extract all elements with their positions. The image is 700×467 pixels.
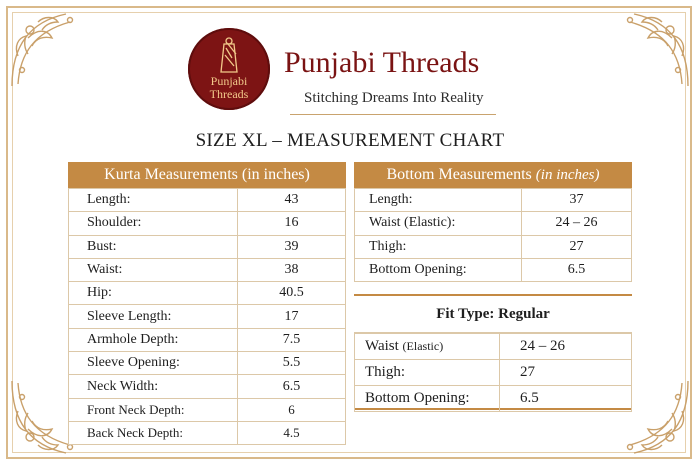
page-title: SIZE XL – MEASUREMENT CHART <box>195 130 505 151</box>
brand-logo <box>188 28 270 110</box>
row-value: 24 – 26 <box>500 334 632 360</box>
table-row <box>69 235 346 258</box>
table-row <box>69 189 346 212</box>
kurta-header: Kurta Measurements (in inches) <box>68 162 346 188</box>
row-label: Waist (Elastic): <box>355 212 522 235</box>
row-value: 7.5 <box>238 328 346 351</box>
row-value: 27 <box>500 360 632 386</box>
table-row <box>69 212 346 235</box>
table-row <box>355 334 632 360</box>
logo-text-line2: Threads <box>209 87 249 101</box>
row-label: Thigh: <box>355 360 500 386</box>
fit-title: Fit Type: Regular <box>354 296 632 333</box>
table-row <box>355 386 632 412</box>
row-value: 17 <box>238 305 346 328</box>
row-label-note: (Elastic) <box>402 339 444 353</box>
bottom-header <box>354 162 632 188</box>
brand-name: Punjabi Threads <box>284 46 480 79</box>
row-label: Length: <box>69 189 238 212</box>
row-label: Armhole Depth: <box>69 328 238 351</box>
dress-icon <box>188 28 270 78</box>
corner-ornament-icon <box>610 8 692 90</box>
row-value: 5.5 <box>238 352 346 375</box>
table-row <box>355 258 632 281</box>
row-label: Hip: <box>69 282 238 305</box>
bottom-table <box>354 188 632 282</box>
row-label: Bottom Opening: <box>355 386 500 412</box>
row-label: Sleeve Opening: <box>69 352 238 375</box>
row-value: 37 <box>522 189 632 212</box>
tagline-divider <box>290 114 496 115</box>
row-label: Shoulder: <box>69 212 238 235</box>
kurta-panel <box>68 162 346 445</box>
row-label: Front Neck Depth: <box>69 398 238 421</box>
row-label: Thigh: <box>355 235 522 258</box>
bottom-panel <box>354 162 632 282</box>
bottom-header-title: Bottom Measurements <box>386 166 532 183</box>
row-value: 6 <box>238 398 346 421</box>
row-value: 6.5 <box>500 386 632 412</box>
brand-tagline: Stitching Dreams Into Reality <box>304 90 484 106</box>
row-label: Neck Width: <box>69 375 238 398</box>
table-row <box>355 360 632 386</box>
row-label: Sleeve Length: <box>69 305 238 328</box>
row-label <box>355 334 500 360</box>
row-value: 4.5 <box>238 421 346 444</box>
row-label: Back Neck Depth: <box>69 421 238 444</box>
row-value: 27 <box>522 235 632 258</box>
bottom-header-unit: (in inches) <box>535 167 600 183</box>
row-value: 43 <box>238 189 346 212</box>
table-row <box>69 398 346 421</box>
table-row <box>69 352 346 375</box>
table-row <box>69 258 346 281</box>
table-row <box>355 189 632 212</box>
row-label-text: Waist <box>365 338 399 354</box>
row-label: Bottom Opening: <box>355 258 522 281</box>
row-value: 6.5 <box>238 375 346 398</box>
table-row <box>69 282 346 305</box>
row-value: 16 <box>238 212 346 235</box>
row-value: 38 <box>238 258 346 281</box>
logo-text-line1: Punjabi <box>210 74 248 88</box>
table-row <box>69 421 346 444</box>
fit-panel <box>354 294 632 410</box>
row-value: 40.5 <box>238 282 346 305</box>
row-label: Length: <box>355 189 522 212</box>
table-row <box>69 328 346 351</box>
row-value: 6.5 <box>522 258 632 281</box>
table-row <box>69 375 346 398</box>
table-row <box>355 212 632 235</box>
corner-ornament-icon <box>8 8 90 90</box>
kurta-table <box>68 188 346 445</box>
table-row <box>355 235 632 258</box>
fit-table <box>354 333 632 412</box>
row-value: 39 <box>238 235 346 258</box>
row-label: Bust: <box>69 235 238 258</box>
table-row <box>69 305 346 328</box>
row-value: 24 – 26 <box>522 212 632 235</box>
row-label: Waist: <box>69 258 238 281</box>
